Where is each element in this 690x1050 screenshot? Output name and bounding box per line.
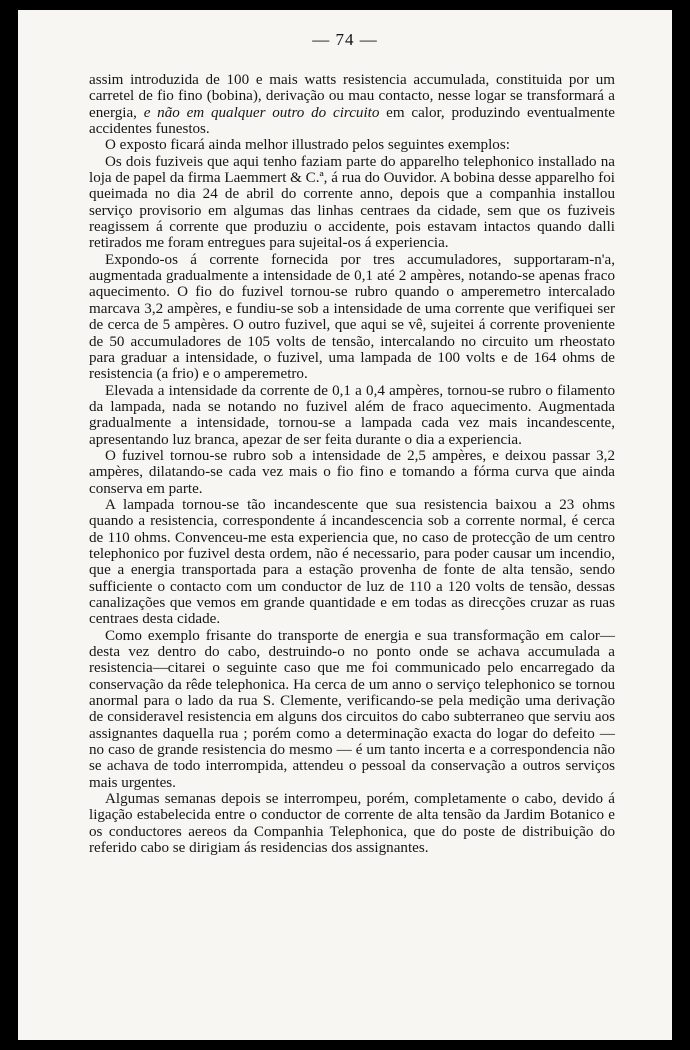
paragraph-4: Expondo-os á corrente fornecida por tres accumuladores, supportaram-n'a, augmentada gradualmente a intensidade de 0,1 até 2 ampères, notando-se apenas fraco aquecimento. O fio do fuzivel tornou-se rubro quando o amperemetro intercalado marcava 3,2 ampères, e fundiu-se sob a intensidade de uma corrente que verifiquei ser de cerca de 5 ampères. O outro fuzivel, que aqui se vê, sujeitei á corrente proveniente de 50 accumuladores de 105 volts de tensão, intercalando no circuito um rheostato para graduar a intensidade, o fuzivel, uma lampada de 100 volts e de 164 ohms de resistencia (a frio) e o amperemetro. <box>89 251 615 383</box>
page-number: — 74 — <box>312 30 378 49</box>
paragraph-8: Como exemplo frisante do transporte de energia e sua transformação em calor—desta vez dentro do cabo, destruindo-o no ponto onde se achava accumulada a resistencia—citarei o seguinte caso que me foi communicado pelo encarregado da conservação da rêde telephonica. Ha cerca de um anno o serviço telephonico se tornou anormal para o lado da rua S. Clemente, verificando-se pela medição uma derivação de consideravel resistencia em alguns dos circuitos do cabo subterraneo que serviu aos assignantes daquella rua ; porém como a determinação exacta do logar do defeito — no caso de grande resistencia do mesmo — é um tanto incerta e a correspondencia não se achava de todo interrompida, attendeu o pessoal da conservação a outros serviços mais urgentes. <box>89 627 615 791</box>
paragraph-6: O fuzivel tornou-se rubro sob a intensidade de 2,5 ampères, e deixou passar 3,2 ampères, dilatando-se cada vez mais o fio fino e tomando a fórma curva que ainda conserva em parte. <box>89 447 615 497</box>
paragraph-3: Os dois fuziveis que aqui tenho faziam parte do apparelho telephonico installado na loja de papel da firma Laemmert & C.ª, á rua do Ouvidor. A bobina desse apparelho foi queimada no dia 24 de abril do corrente anno, depois que a companhia installou serviço provisorio em algumas das linhas centraes da cidade, sem que os fuziveis reagissem á corrente que produziu o accidente, pois estavam intactos quando dalli retirados me foram entregues para sujeital-os á experiencia. <box>89 153 616 252</box>
paragraph-2: O exposto ficará ainda melhor illustrado pelos seguintes exemplos: <box>105 137 510 154</box>
paragraph-1-text-b: em calor, produzindo eventualmente accidentes funestos. <box>89 104 615 138</box>
paragraph-1 <box>89 72 615 137</box>
document-page <box>18 10 672 1040</box>
document-body <box>89 72 615 857</box>
paragraph-1-emphasis: e não em qualquer outro do circuito <box>143 104 380 121</box>
paragraph-1-text-a: assim introduzida de 100 e mais watts resistencia accumulada, constituida por um carretel de fio fino (bobina), derivação ou mau contacto, nesse logar se transformará a energia, <box>89 72 615 121</box>
paragraph-5: Elevada a intensidade da corrente de 0,1 a 0,4 ampères, tornou-se rubro o filamento da lampada, nada se notando no fuzivel além de fraco aquecimento. Augmentada gradualmente a intensidade, tornou-se a lampada cada vez mais incandescente, apresentando luz branca, apezar de ser feita durante o dia a experiencia. <box>89 382 615 448</box>
paragraph-7: A lampada tornou-se tão incandescente que sua resistencia baixou a 23 ohms quando a resistencia, correspondente á incandescencia sob a corrente normal, é cerca de 110 ohms. Convenceu-me esta experiencia que, no caso de protecção de um centro telephonico por fuzivel desta ordem, não é necessario, para poder causar um incendio, que a energia transportada para a estação provenha de fonte de alta tensão, sendo sufficiente o contacto com um conductor de luz de 110 a 120 volts de tensão, dessas canalizações que vemos em grande quantidade e em todas as direcções cruzar as ruas centraes desta cidade. <box>89 496 615 628</box>
paragraph-9: Algumas semanas depois se interrompeu, porém, completamente o cabo, devido á ligação estabelecida entre o conductor de corrente de alta tensão da Jardim Botanico e os conductores aereos da Companhia Telephonica, que do poste de distribuição do referido cabo se dirigiam ás residencias dos assignantes. <box>89 791 615 857</box>
